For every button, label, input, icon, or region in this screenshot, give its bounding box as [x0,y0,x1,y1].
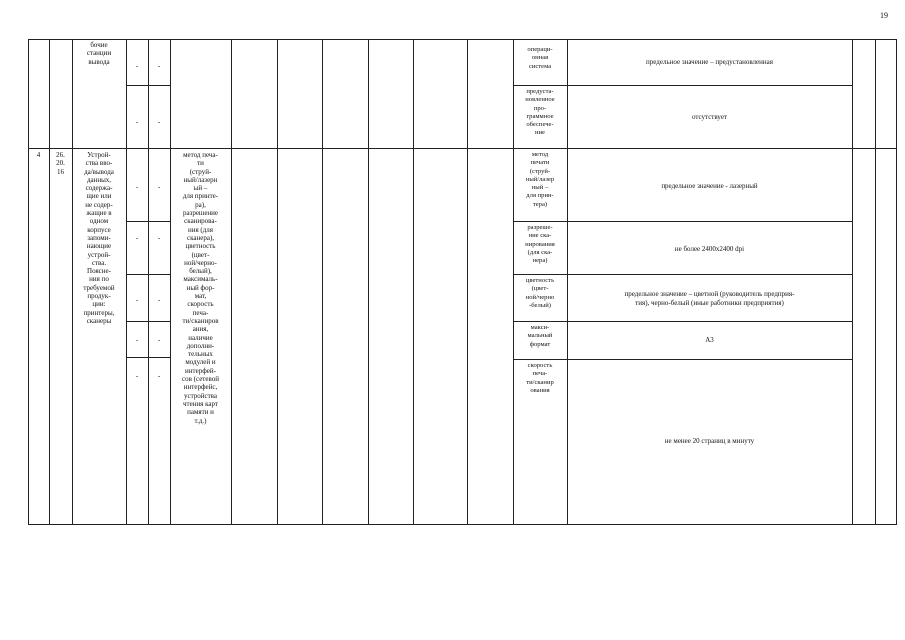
grid-line [126,39,127,525]
grid-line [513,359,853,360]
characteristic-name: разреше- ние ска- нирования (для ска- нера) [525,224,555,265]
grid-line [513,85,853,86]
dash-cell: - [135,234,139,242]
dash-cell: - [157,234,161,242]
product-name: Устрой- ства вво- да/вывода данных, содержа- щие или не содер- жащие в одном корпусе запоми- нающие устрой- ства. Поясне- ния по требуемой продук- ции: принтеры, сканеры [83,151,115,325]
characteristic-name: метод печати (струй- ный/лазер ный – для прин- тера) [525,151,555,208]
dash-cell: - [157,372,161,380]
grid-line [567,39,568,525]
dash-cell: - [157,62,161,70]
grid-line [513,274,853,275]
characteristic-name: скорость печа- ти/сканир ования [526,362,554,394]
characteristic-value: предельное значение - лазерный [661,182,758,190]
characteristic-value: А3 [705,336,714,344]
consumer-properties: метод печа- ти (струй- ный/лазерн ый – для принте- ра), разрешение сканирова- ния (для сканера), цветность (цвет- ной/черно- белый), максималь- ный фор- мат, скорость печа- ти/сканиров ания, наличие дополни- тельных модулей и интерфей- сов (сетевой интерфейс, устройства чтения карт памяти и т.д.) [182,151,219,425]
grid-line [896,39,897,525]
dash-cell: - [135,118,139,126]
dash-cell: - [135,296,139,304]
dash-cell: - [157,296,161,304]
grid-line [277,39,278,525]
grid-line [322,39,323,525]
row-number: 4 [36,151,41,159]
grid-line [852,39,853,525]
characteristic-value: предельное значение – предустановленная [646,58,773,66]
grid-line [231,39,232,525]
dash-cell: - [157,118,161,126]
characteristic-value: предельное значение – цветной (руководитель предприя- тия), черно-белый (иные работники предприятия) [624,290,795,307]
dash-cell: - [135,183,139,191]
characteristic-value: не менее 20 страниц в минуту [664,437,755,445]
characteristic-name: цветность (цвет- ной/черно -белый) [525,277,555,309]
characteristic-name: операци- онная система [527,46,553,70]
dash-cell: - [157,183,161,191]
grid-line [28,148,897,149]
grid-line [513,321,853,322]
grid-line [49,39,50,525]
dash-cell: - [157,336,161,344]
characteristic-value: не более 2400x2400 dpi [674,245,745,253]
characteristic-name: предуста- новленное про- граммное обеспече- ние [525,88,555,137]
grid-line [875,39,876,525]
okpd-code: 26. 20. 16 [56,151,65,176]
product-name-continued: бочие станции вывода [86,41,112,66]
dash-cell: - [135,62,139,70]
characteristic-value: отсутствует [691,113,728,121]
grid-line [28,39,29,525]
grid-line [28,524,897,525]
grid-line [467,39,468,525]
page-number: 19 [880,11,888,20]
grid-line [368,39,369,525]
dash-cell: - [135,372,139,380]
grid-line [28,39,897,40]
grid-line [513,221,853,222]
grid-line [413,39,414,525]
characteristic-name: макси- мальный формат [527,324,553,348]
grid-line [148,39,149,525]
dash-cell: - [135,336,139,344]
